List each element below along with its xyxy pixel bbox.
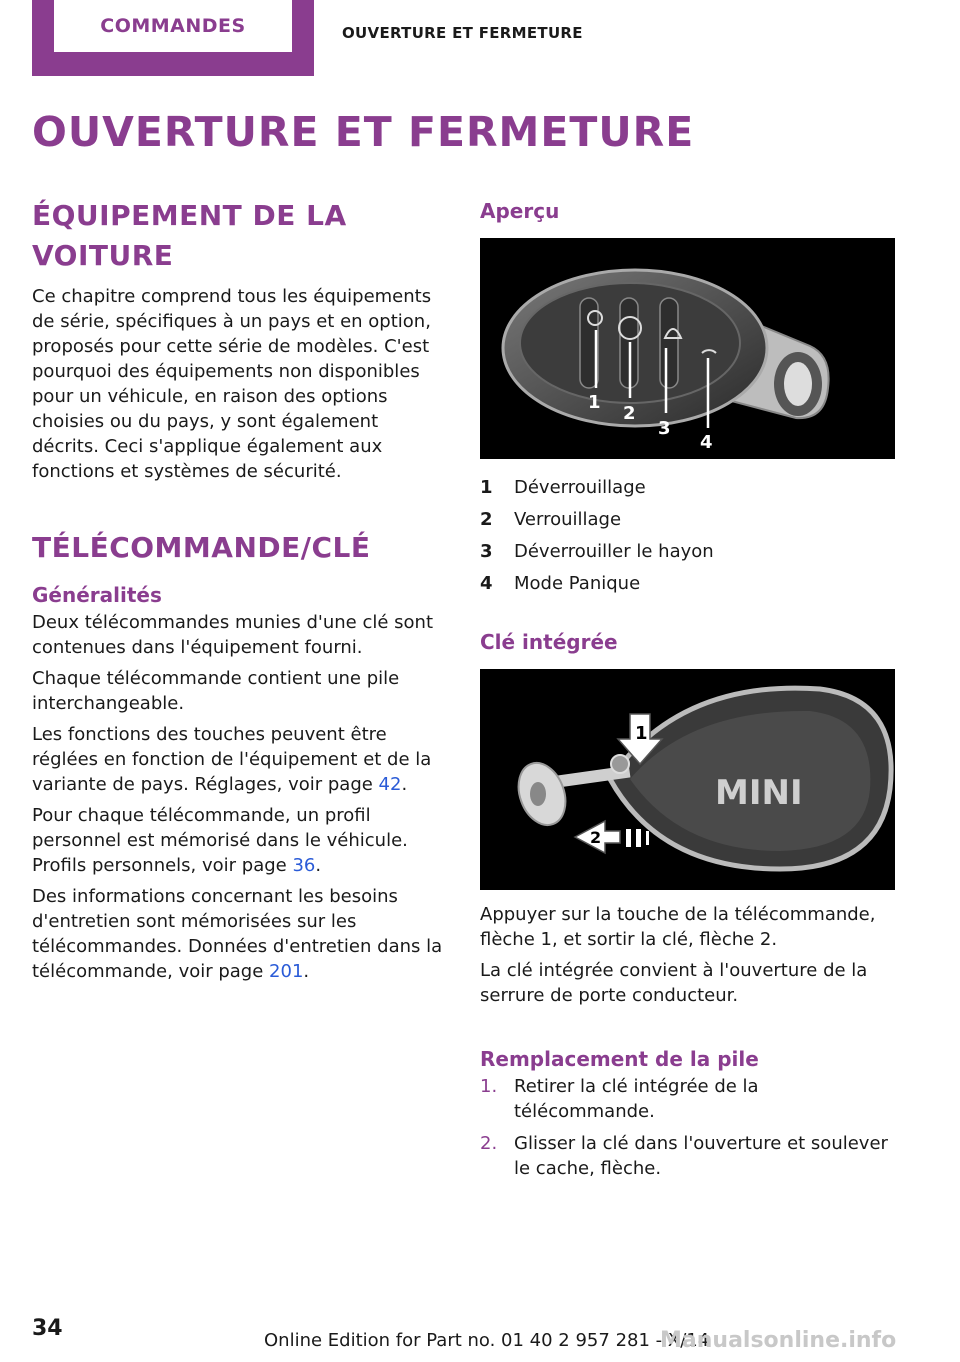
legend-item (480, 503, 898, 535)
legend-num: 2 (480, 508, 493, 530)
step-text: Glisser la clé dans l'ouverture et soulever le cache, flèche. (514, 1133, 888, 1179)
arrow-2-label: 2 (590, 828, 602, 847)
period: . (303, 961, 310, 982)
legend-item (480, 567, 898, 599)
section-label: OUVERTURE ET FERMETURE (342, 24, 583, 42)
remote-key-heading: TÉLÉCOMMANDE/CLÉ (32, 531, 371, 564)
paragraph-3 (32, 722, 444, 797)
remote-key-image (480, 238, 895, 459)
integrated-key-text-1: Appuyer sur la touche de la télécommande, flèche 1, et sortir la clé, flèche 2. (480, 904, 876, 950)
legend-label: Déverrouiller le hayon (514, 540, 714, 562)
general-heading: Généralités (32, 583, 162, 607)
legend-label: Déverrouillage (514, 476, 646, 498)
step-num: 2. (480, 1133, 498, 1154)
battery-steps (480, 1074, 898, 1181)
integrated-key-illustration (480, 669, 895, 890)
integrated-key-heading: Clé intégrée (480, 630, 618, 654)
page-link-201[interactable]: 201 (269, 961, 304, 982)
step-text: Retirer la clé intégrée de la télécommande. (514, 1076, 759, 1122)
legend-item (480, 471, 898, 503)
callout-3: 3 (658, 418, 671, 439)
legend-num: 1 (480, 476, 493, 498)
watermark: Manualsonline.info (660, 1328, 897, 1353)
remote-key-illustration (480, 238, 895, 459)
legend-num: 4 (480, 572, 493, 594)
page-number: 34 (32, 1316, 63, 1341)
callout-4: 4 (700, 432, 713, 453)
paragraph-1: Deux télécommandes munies d'une clé sont contenues dans l'équipement fourni. (32, 612, 434, 658)
paragraph-5 (32, 884, 444, 984)
callout-1: 1 (588, 392, 601, 413)
arrow-1-label: 1 (635, 723, 648, 744)
paragraph-4-text: Pour chaque télécommande, un profil personnel est mémorisé dans le véhicule. Profils personnels, voir page (32, 805, 408, 876)
button-legend (480, 471, 898, 599)
step-item (480, 1074, 898, 1124)
legend-num: 3 (480, 540, 493, 562)
paragraph-3-text: Les fonctions des touches peuvent être réglées en fonction de l'équipement et de la variante de pays. Réglages, voir page (32, 724, 432, 795)
legend-label: Verrouillage (514, 508, 622, 530)
period: . (315, 855, 322, 876)
edition-footer: Online Edition for Part no. 01 40 2 957 281 - X/14 (264, 1330, 710, 1351)
legend-item (480, 535, 898, 567)
left-column (32, 196, 444, 990)
step-item (480, 1131, 898, 1181)
page-title: OUVERTURE ET FERMETURE (32, 108, 695, 156)
page-link-36[interactable]: 36 (292, 855, 316, 876)
chapter-tab-label: COMMANDES (54, 0, 292, 52)
paragraph-4 (32, 803, 444, 878)
legend-label: Mode Panique (514, 572, 641, 594)
callout-2: 2 (623, 403, 636, 424)
overview-heading: Aperçu (480, 199, 560, 223)
chapter-tab (32, 0, 314, 76)
equipment-text: Ce chapitre comprend tous les équipements de série, spécifiques à un pays et en option, proposés pour cette série de modèles. C'est pourquoi des équipements non disponibles pour un véhicule, en raison des options choisies ou du pays, y sont également décrits. Ceci s'applique également aux fonctions et systèmes de sécurité. (32, 286, 432, 482)
battery-replacement-heading: Remplacement de la pile (480, 1047, 759, 1071)
right-column (480, 196, 898, 1188)
integrated-key-text-2: La clé intégrée convient à l'ouverture de la serrure de porte conducteur. (480, 960, 868, 1006)
paragraph-5-text: Des informations concernant les besoins d'entretien sont mémorisées sur les télécommandes. Données d'entretien dans la télécommande, voir page (32, 886, 443, 982)
paragraph-2: Chaque télécommande contient une pile interchangeable. (32, 668, 400, 714)
page-link-42[interactable]: 42 (378, 774, 402, 795)
equipment-heading: ÉQUIPEMENT DE LA VOITURE (32, 199, 347, 272)
period: . (401, 774, 408, 795)
step-num: 1. (480, 1076, 498, 1097)
integrated-key-image (480, 669, 895, 890)
mini-logo: MINI (715, 773, 803, 813)
